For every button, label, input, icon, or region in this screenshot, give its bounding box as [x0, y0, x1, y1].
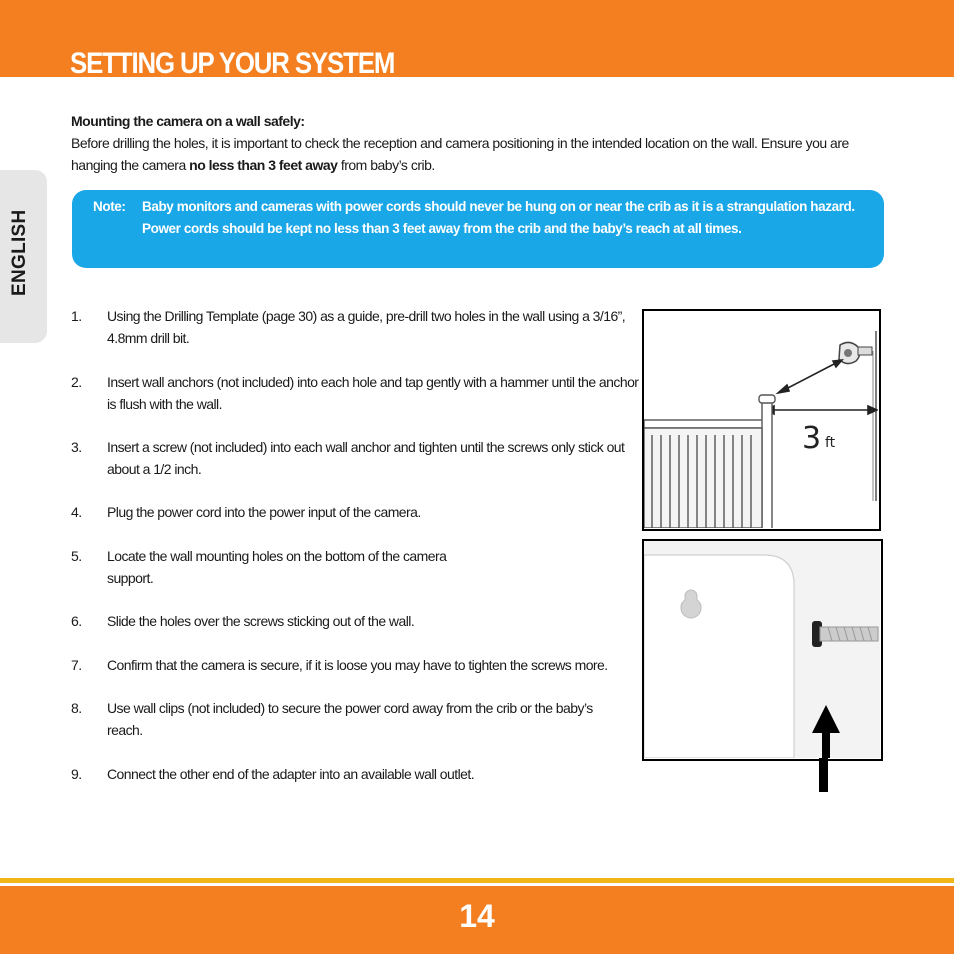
camera-support-base: [644, 555, 794, 758]
camera-icon: [839, 342, 872, 363]
step-number: 5.: [71, 548, 82, 564]
step-number: 1.: [71, 308, 82, 324]
page-number: 14: [459, 898, 495, 934]
intro-bold-distance: no less than 3 feet away: [189, 157, 338, 173]
intro-text-2: from baby’s crib.: [337, 157, 435, 173]
page-title: SETTING UP YOUR SYSTEM: [70, 47, 395, 80]
safety-note-box: [72, 190, 884, 268]
step-number: 4.: [71, 504, 82, 520]
step-number: 7.: [71, 657, 82, 673]
step-text: Use wall clips (not included) to secure the power cord away from the crib or the baby’s reach.: [107, 700, 593, 738]
step-text: Confirm that the camera is secure, if it is loose you may have to tighten the screws more.: [107, 657, 608, 673]
section-intro: [71, 132, 886, 176]
footer-rule: [0, 878, 954, 883]
step-text: Plug the power cord into the power input of the camera.: [107, 504, 421, 520]
diagonal-distance-arrow: [778, 360, 842, 393]
horizontal-distance-arrow: [765, 406, 877, 414]
note-text: Baby monitors and cameras with power cords should never be hung on or near the crib as it is a strangulation hazard. Power cords should be kept no less than 3 feet away from the crib and the baby’s reach at all times.: [142, 199, 855, 236]
wall-mount-illustration: [642, 539, 883, 761]
step-text: Slide the holes over the screws sticking out of the wall.: [107, 613, 415, 629]
crib-distance-illustration: [642, 309, 881, 531]
language-tab-label: ENGLISH: [9, 209, 30, 296]
step-text: Insert wall anchors (not included) into each hole and tap gently with a hammer until the anchor is flush with the wall.: [107, 374, 639, 412]
step-number: 9.: [71, 766, 82, 782]
intro-text-1: Before drilling the holes, it is important to check the reception and camera positioning in the intended location on the wall. Ensure you are hanging the camera: [71, 135, 849, 173]
distance-unit: ft: [825, 435, 836, 451]
note-label: Note:: [93, 199, 126, 214]
section-heading: Mounting the camera on a wall safely:: [71, 113, 305, 129]
step-text: Insert a screw (not included) into each wall anchor and tighten until the screws only stick out about a 1/2 inch.: [107, 439, 625, 477]
step-text: Locate the wall mounting holes on the bottom of the camera support.: [107, 548, 447, 586]
mounting-section: [71, 110, 886, 176]
step-number: 3.: [71, 439, 82, 455]
step-text: Using the Drilling Template (page 30) as a guide, pre-drill two holes in the wall using a 3/16”, 4.8mm drill bit.: [107, 308, 626, 346]
up-arrow-shaft: [819, 758, 828, 792]
distance-number: 3: [802, 421, 822, 456]
step-number: 6.: [71, 613, 82, 629]
step-number: 2.: [71, 374, 82, 390]
step-text: Connect the other end of the adapter into an available wall outlet.: [107, 766, 475, 782]
step-number: 8.: [71, 700, 82, 716]
crib-icon: [644, 395, 775, 528]
